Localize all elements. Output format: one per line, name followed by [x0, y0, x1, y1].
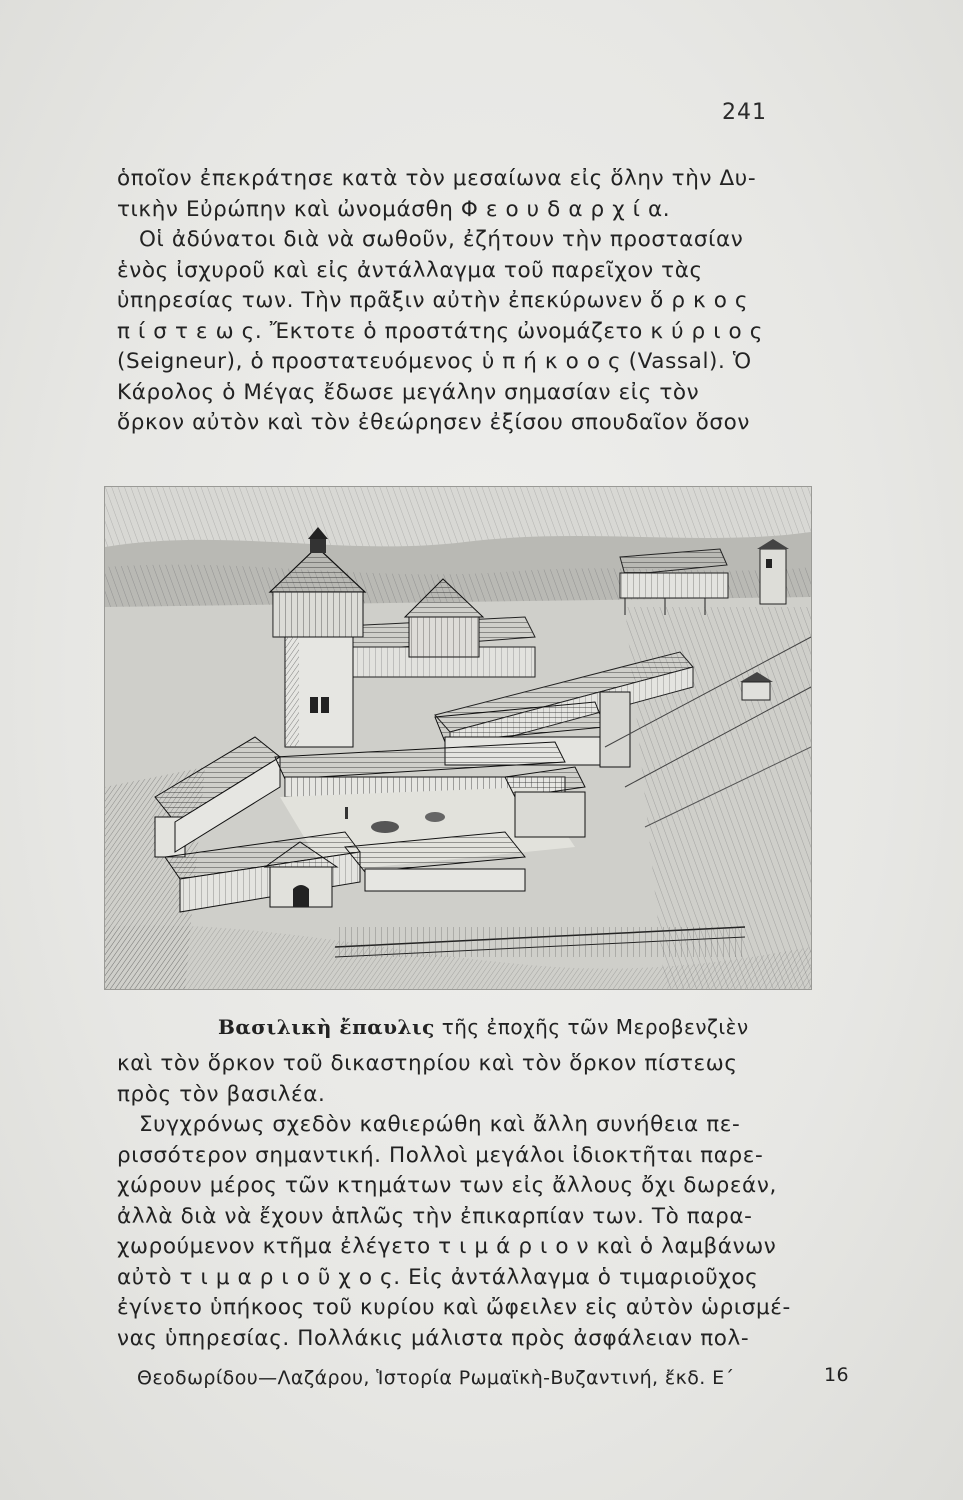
text-line: ὑπηρεσίας των. Τὴν πρᾶξιν αὐτὴν ἐπεκύρωνεν ὅ ρ κ ο ς	[117, 288, 749, 313]
text-line: Συγχρόνως σχεδὸν καθιερώθη καὶ ἄλλη συνήθεια πε-	[139, 1112, 741, 1137]
text-line: ὅρκον αὐτὸν καὶ τὸν ἐθεώρησεν ἐξίσου σπουδαῖον ὅσον	[117, 410, 750, 435]
text-line: π ί σ τ ε ω ς. Ἔκτοτε ὁ προστάτης ὠνομάζετο κ ύ ρ ι ο ς	[117, 318, 763, 344]
signature-number: 16	[824, 1364, 849, 1386]
text-line: ἑνὸς ἰσχυροῦ καὶ εἰς ἀντάλλαγμα τοῦ παρεῖχον τὰς	[117, 257, 703, 283]
top-paragraphs	[117, 164, 829, 439]
text-line: πρὸς τὸν βασιλέα.	[117, 1081, 326, 1107]
text-line: Κάρολος ὁ Μέγας ἔδωσε μεγάλην σημασίαν εἰς τὸν	[117, 379, 700, 405]
text-line: Οἱ ἀδύνατοι διὰ νὰ σωθοῦν, ἐζήτουν τὴν προστασίαν	[139, 227, 744, 252]
text-line: (Seigneur), ὁ προστατευόμενος ὑ π ή κ ο ο ς (Vassal). Ὁ	[117, 349, 752, 374]
caption-bold: Βασιλικὴ ἔπαυλις	[218, 1015, 435, 1039]
villa-illustration	[104, 486, 812, 990]
text-line: νας ὑπηρεσίας. Πολλάκις μάλιστα πρὸς ἀσφάλειαν πολ-	[117, 1325, 750, 1351]
page-footer	[137, 1364, 849, 1389]
text-line: ρισσότερον σημαντική. Πολλοὶ μεγάλοι ἰδιοκτῆται παρε-	[117, 1142, 764, 1168]
footer-citation: Θεοδωρίδου—Λαζάρου, Ἱστορία Ρωμαϊκὴ-Βυζαντινή, ἔκδ. Ε΄	[137, 1367, 735, 1389]
page-number: 241	[722, 100, 767, 125]
villa-engraving	[105, 487, 811, 989]
bottom-paragraphs	[117, 1049, 829, 1354]
caption-rest: τῆς ἐποχῆς τῶν Μεροβενζιὲν	[441, 1015, 749, 1039]
text-line: ὁποῖον ἐπεκράτησε κατὰ τὸν μεσαίωνα εἰς ὅλην τὴν Δυ-	[117, 166, 757, 191]
text-line: χώρουν μέρος τῶν κτημάτων των εἰς ἄλλους ὄχι δωρεάν,	[117, 1173, 777, 1198]
text-line: χωρούμενον κτῆμα ἐλέγετο τ ι μ ά ρ ι ο ν καὶ ὁ λαμβάνων	[117, 1234, 777, 1259]
text-line: καὶ τὸν ὅρκον τοῦ δικαστηρίου καὶ τὸν ὅρκον πίστεως	[117, 1051, 738, 1076]
text-line: ἐγίνετο ὑπήκοος τοῦ κυρίου καὶ ὤφειλεν εἰς αὐτὸν ὡρισμέ-	[117, 1295, 791, 1320]
figure-caption	[218, 1015, 778, 1039]
text-line: αὐτὸ τ ι μ α ρ ι ο ῦ χ ο ς. Εἰς ἀντάλλαγμα ὁ τιμαριοῦχος	[117, 1264, 759, 1290]
text-line: ἀλλὰ διὰ νὰ ἔχουν ἁπλῶς τὴν ἐπικαρπίαν των. Τὸ παρα-	[117, 1203, 753, 1229]
text-line: τικὴν Εὐρώπην καὶ ὠνομάσθη Φ ε ο υ δ α ρ χ ί α.	[117, 196, 671, 222]
